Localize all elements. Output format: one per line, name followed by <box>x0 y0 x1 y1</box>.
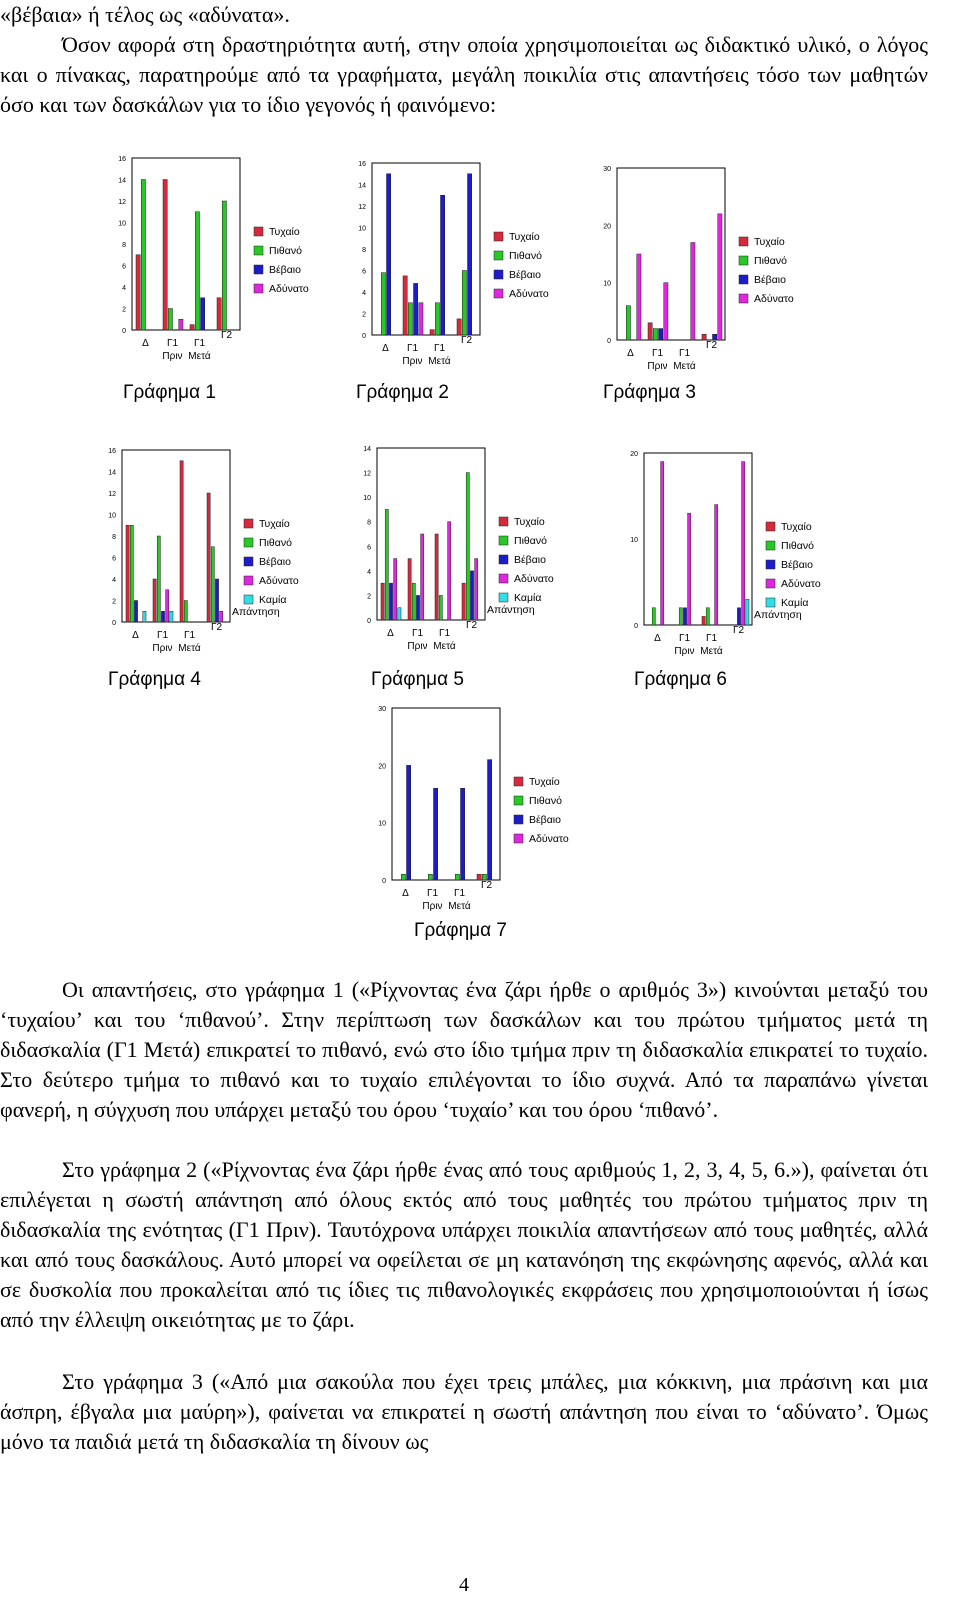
legend-swatch <box>499 517 508 526</box>
bar <box>461 788 465 880</box>
y-tick-label: 14 <box>363 446 371 453</box>
category-label: Δ <box>627 348 634 359</box>
category-label: Γ1 <box>406 343 419 354</box>
bar <box>153 579 156 622</box>
bar <box>161 611 164 622</box>
chart-5-caption: Γράφημα 5 <box>371 669 464 690</box>
bar <box>130 525 133 622</box>
y-tick-label: 2 <box>362 311 366 319</box>
legend-swatch <box>499 555 508 564</box>
category-label: Μετά <box>178 643 201 654</box>
bar <box>455 874 459 880</box>
y-tick-label: 20 <box>378 763 386 771</box>
y-tick-label: 0 <box>112 620 116 627</box>
category-label: Γ1 <box>426 888 439 899</box>
category-label: Δ <box>402 888 409 899</box>
legend-swatch <box>514 815 523 824</box>
chart-6-caption: Γράφημα 6 <box>634 669 727 690</box>
chart-7 <box>350 700 590 922</box>
legend-label: Καμία <box>781 597 809 609</box>
legend-label: Βέβαιο <box>514 554 546 566</box>
legend-label: Τυχαίο <box>509 231 540 243</box>
legend-swatch <box>766 560 775 569</box>
legend-swatch <box>244 595 253 604</box>
legend-swatch <box>494 232 503 241</box>
bar <box>679 608 682 625</box>
legend-label: Τυχαίο <box>259 518 290 530</box>
legend-label: Πιθανό <box>754 255 787 267</box>
legend-swatch <box>499 536 508 545</box>
category-label: Πριν <box>152 643 173 654</box>
bar <box>403 276 407 335</box>
category-label: Μετά <box>433 641 456 652</box>
y-tick-label: 4 <box>122 285 126 292</box>
bar <box>737 608 740 625</box>
y-tick-label: 10 <box>108 512 116 520</box>
bar <box>626 306 630 340</box>
category-label: Γ2 <box>480 880 493 891</box>
y-tick-label: 10 <box>603 280 611 288</box>
category-label: Μετά <box>448 901 471 912</box>
bar <box>439 595 442 620</box>
bar <box>163 180 167 331</box>
y-tick-label: 0 <box>634 623 638 630</box>
legend-label: Πιθανό <box>269 245 302 257</box>
legend-label: Πιθανό <box>781 540 814 552</box>
legend-label: Βέβαιο <box>269 264 301 276</box>
paragraph-graph1: Οι απαντήσεις, στο γράφημα 1 («Ρίχνοντας ένα ζάρι ήρθε ο αριθμός 3») κινούνται μεταξύ του ‘τυχαίου’ και του ‘πιθανού’. Στην περίπτωση των δασκάλων και του πρώτου τμήματος μετά τη διδασκαλία (Γ1 Μετά) επικρατεί το πιθανό, ενώ στο ίδιο τμήμα πριν τη διδασκαλία επικρατεί το τυχαίο. Στο δεύτερο τμήμα το πιθανό και το τυχαίο επιλέγονται το ίδιο συχνά. Από τα παραπάνω γίνεται φανερή, η σύγχυση που υπάρχει μεταξύ του όρου ‘τυχαίο’ και του όρου ‘πιθανό’. <box>0 977 928 1122</box>
bar <box>134 601 137 623</box>
legend-label: Αδύνατο <box>259 575 299 587</box>
bar <box>466 473 469 620</box>
bar <box>414 283 418 335</box>
y-tick-label: 16 <box>358 161 366 168</box>
bar <box>166 590 169 622</box>
bar <box>408 303 412 335</box>
legend-label: Βέβαιο <box>509 269 541 281</box>
y-tick-label: 10 <box>378 820 386 828</box>
legend-label: Καμία <box>259 594 287 606</box>
legend-swatch <box>514 777 523 786</box>
legend-swatch <box>499 574 508 583</box>
category-label: Γ1 <box>705 633 718 644</box>
legend-swatch <box>244 557 253 566</box>
bar <box>475 559 478 620</box>
bar <box>126 525 129 622</box>
bar <box>407 765 411 880</box>
y-tick-label: 0 <box>382 878 386 885</box>
bar <box>664 283 668 340</box>
chart-2 <box>330 155 580 385</box>
bar <box>661 462 664 625</box>
bar <box>381 583 384 620</box>
page-number: 4 <box>459 1574 469 1596</box>
legend-swatch <box>739 256 748 265</box>
bar <box>179 319 183 330</box>
category-label: Πριν <box>647 361 668 372</box>
bar <box>385 509 388 620</box>
category-label: Πριν <box>402 356 423 367</box>
category-label: Γ1 <box>678 633 691 644</box>
y-tick-label: 0 <box>607 338 611 345</box>
bar <box>652 608 655 625</box>
category-label: Γ1 <box>453 888 466 899</box>
chart-2-caption: Γράφημα 2 <box>356 382 449 403</box>
bar <box>435 303 439 335</box>
y-tick-label: 2 <box>367 593 371 601</box>
bar <box>742 462 745 625</box>
legend-swatch <box>739 294 748 303</box>
bar <box>659 329 663 340</box>
chart-1 <box>90 150 340 380</box>
bar <box>222 201 226 330</box>
bar <box>715 505 718 625</box>
legend-label: Τυχαίο <box>781 521 812 533</box>
bar <box>381 273 385 335</box>
category-label: Γ1 <box>651 348 664 359</box>
bar <box>706 608 709 625</box>
y-tick-label: 14 <box>118 177 126 185</box>
bar <box>394 559 397 620</box>
legend-label: Τυχαίο <box>754 236 785 248</box>
bar <box>488 760 492 880</box>
y-tick-label: 16 <box>108 448 116 455</box>
bar <box>180 461 183 622</box>
category-label: Γ1 <box>193 338 206 349</box>
bar <box>683 608 686 625</box>
y-tick-label: 8 <box>112 534 116 541</box>
paragraph-intro: Όσον αφορά στη δραστηριότητα αυτή, στην οποία χρησιμοποιείται ως διδακτικό υλικό, ο λόγος και ο πίνακας, παρατηρούμε από τα γραφήματα, μεγάλη ποικιλία στις απαντήσεις τόσο των μαθητών όσο και των δασκάλων για το ίδιο γεγονός ή φαινόμενο: <box>0 32 928 117</box>
bar <box>408 559 411 620</box>
chart-1-caption: Γράφημα 1 <box>123 382 216 403</box>
legend-swatch <box>739 237 748 246</box>
bar <box>136 255 140 330</box>
y-tick-label: 6 <box>367 544 371 552</box>
legend-label: Τυχαίο <box>529 776 560 788</box>
legend-label: Αδύνατο <box>781 578 821 590</box>
legend-swatch <box>244 576 253 585</box>
y-tick-label: 30 <box>603 166 611 173</box>
bar <box>207 493 210 622</box>
chart-4-caption: Γράφημα 4 <box>108 669 201 690</box>
category-label: Γ2 <box>465 620 478 631</box>
chart-3 <box>575 160 835 385</box>
bar <box>688 513 691 625</box>
y-tick-label: 12 <box>363 470 371 478</box>
legend-label: Απάντηση <box>487 604 535 616</box>
category-label: Πριν <box>674 646 695 657</box>
bar <box>201 298 205 330</box>
y-tick-label: 10 <box>118 220 126 228</box>
category-label: Γ1 <box>433 343 446 354</box>
legend-swatch <box>766 579 775 588</box>
y-tick-label: 8 <box>122 242 126 249</box>
y-tick-label: 14 <box>358 182 366 190</box>
y-tick-label: 4 <box>362 290 366 297</box>
bar <box>389 583 392 620</box>
bar <box>412 583 415 620</box>
bar <box>702 616 705 625</box>
category-label: Γ2 <box>732 625 745 636</box>
legend-label: Τυχαίο <box>269 226 300 238</box>
plot-frame <box>644 453 752 625</box>
legend-swatch <box>494 251 503 260</box>
bar <box>217 298 221 330</box>
legend-label: Βέβαιο <box>754 274 786 286</box>
category-label: Γ1 <box>678 348 691 359</box>
y-tick-label: 30 <box>378 706 386 713</box>
y-tick-label: 14 <box>108 469 116 477</box>
legend-label: Αδύνατο <box>514 573 554 585</box>
category-label: Γ2 <box>210 622 223 633</box>
legend-label: Πιθανό <box>259 537 292 549</box>
legend-swatch <box>739 275 748 284</box>
y-tick-label: 6 <box>122 263 126 271</box>
legend-label: Απάντηση <box>754 609 802 621</box>
legend-label: Πιθανό <box>509 250 542 262</box>
y-tick-label: 0 <box>367 618 371 625</box>
legend-label: Βέβαιο <box>529 814 561 826</box>
category-label: Δ <box>654 633 661 644</box>
legend-swatch <box>766 541 775 550</box>
legend-swatch <box>499 593 508 602</box>
category-label: Γ2 <box>705 340 718 351</box>
legend-swatch <box>254 284 263 293</box>
bar <box>637 254 641 340</box>
paragraph-graph3: Στο γράφημα 3 («Από μια σακούλα που έχει τρεις μπάλες, μια κόκκινη, μια πράσινη και μια άσπρη, έβγαλα μια μαύρη»), φαίνεται να επικρατεί η σωστή απάντηση που είναι το ‘αδύνατο’. Όμως μόνο τα παιδιά μετά τη διδασκαλία τη δίνουν ως <box>0 1369 928 1454</box>
y-tick-label: 20 <box>630 451 638 458</box>
bar <box>157 536 160 622</box>
legend-swatch <box>244 538 253 547</box>
y-tick-label: 20 <box>603 223 611 231</box>
bar <box>190 325 194 330</box>
bar <box>746 599 749 625</box>
chart-6 <box>602 445 852 673</box>
chart-3-caption: Γράφημα 3 <box>603 382 696 403</box>
category-label: Μετά <box>188 351 211 362</box>
bar <box>448 522 451 620</box>
legend-swatch <box>514 796 523 805</box>
legend-swatch <box>766 522 775 531</box>
y-tick-label: 8 <box>362 247 366 254</box>
y-tick-label: 6 <box>362 268 366 276</box>
category-label: Γ1 <box>438 628 451 639</box>
bar <box>211 547 214 622</box>
bar <box>398 608 401 620</box>
bar <box>401 874 405 880</box>
y-tick-label: 0 <box>122 328 126 335</box>
bar <box>387 174 391 335</box>
category-label: Πριν <box>162 351 183 362</box>
chart-5 <box>335 440 580 670</box>
legend-label: Πιθανό <box>514 535 547 547</box>
bar <box>419 303 423 335</box>
legend-swatch <box>494 289 503 298</box>
category-label: Μετά <box>673 361 696 372</box>
y-tick-label: 10 <box>363 495 371 503</box>
bar <box>462 271 466 336</box>
y-tick-label: 0 <box>362 333 366 340</box>
y-tick-label: 12 <box>118 199 126 206</box>
category-label: Γ1 <box>156 630 169 641</box>
legend-swatch <box>254 246 263 255</box>
bar <box>416 595 419 620</box>
y-tick-label: 12 <box>108 491 116 498</box>
bar <box>441 195 445 335</box>
y-tick-label: 6 <box>112 555 116 563</box>
bar <box>718 214 722 340</box>
category-label: Δ <box>382 343 389 354</box>
legend-label: Καμία <box>514 592 542 604</box>
bar <box>215 579 218 622</box>
category-label: Γ1 <box>166 338 179 349</box>
y-tick-label: 12 <box>358 204 366 211</box>
category-label: Μετά <box>428 356 451 367</box>
y-tick-label: 16 <box>118 156 126 163</box>
y-tick-label: 4 <box>367 568 371 576</box>
legend-swatch <box>254 227 263 236</box>
bar <box>141 180 145 331</box>
chart-4 <box>80 442 320 672</box>
legend-label: Βέβαιο <box>259 556 291 568</box>
legend-swatch <box>494 270 503 279</box>
y-tick-label: 10 <box>630 537 638 544</box>
bar <box>195 212 199 330</box>
legend-label: Τυχαίο <box>514 516 545 528</box>
category-label: Δ <box>132 630 139 641</box>
category-label: Δ <box>387 628 394 639</box>
bar <box>648 323 652 340</box>
category-label: Γ2 <box>460 335 473 346</box>
legend-swatch <box>254 265 263 274</box>
category-label: Μετά <box>700 646 723 657</box>
legend-swatch <box>244 519 253 528</box>
bar <box>428 874 432 880</box>
category-label: Γ1 <box>183 630 196 641</box>
bar <box>143 611 146 622</box>
bar <box>220 611 223 622</box>
legend-swatch <box>766 598 775 607</box>
category-label: Γ1 <box>411 628 424 639</box>
bar <box>653 329 657 340</box>
paragraph-continuation: «βέβαια» ή τέλος ως «αδύνατα». <box>0 2 290 27</box>
paragraph-graph2: Στο γράφημα 2 («Ρίχνοντας ένα ζάρι ήρθε ένας από τους αριθμούς 1, 2, 3, 4, 5, 6.»), φαίνεται ότι επιλέγεται η σωστή απάντηση από όλους εκτός από τους μαθητές του πρώτου τμήματος πριν τη διδασκαλία της ενότητας (Γ1 Πριν). Ταυτόχρονα υπάρχει ποικιλία απαντήσεων από τους μαθητές, αλλά και από τους δασκάλους. Αυτό μπορεί να οφείλεται σε μη κατανόηση της εκφώνησης αφενός, αλλά και σε δυσκολία που προκαλείται από τις ίδιες τις πιθανολογικές εκφράσεις που χρησιμοποιούνται ή ίσως από την έλλειψη οικειότητας με το ζάρι. <box>0 1157 928 1332</box>
bar <box>430 330 434 335</box>
category-label: Πριν <box>422 901 443 912</box>
bar <box>468 174 472 335</box>
legend-swatch <box>514 834 523 843</box>
legend-label: Αδύνατο <box>754 293 794 305</box>
bar <box>434 788 438 880</box>
legend-label: Βέβαιο <box>781 559 813 571</box>
bar <box>470 571 473 620</box>
y-tick-label: 2 <box>112 598 116 606</box>
bar <box>170 611 173 622</box>
legend-label: Αδύνατο <box>509 288 549 300</box>
category-label: Πριν <box>407 641 428 652</box>
bar <box>421 534 424 620</box>
y-tick-label: 10 <box>358 225 366 233</box>
legend-label: Αδύνατο <box>269 283 309 295</box>
bar <box>168 309 172 331</box>
category-label: Δ <box>142 338 149 349</box>
chart-7-caption: Γράφημα 7 <box>414 920 507 941</box>
plot-frame <box>617 168 725 340</box>
bar <box>457 319 461 335</box>
y-tick-label: 2 <box>122 306 126 314</box>
legend-label: Απάντηση <box>232 606 280 618</box>
legend-label: Αδύνατο <box>529 833 569 845</box>
legend-label: Πιθανό <box>529 795 562 807</box>
bar <box>691 243 695 340</box>
category-label: Γ2 <box>220 330 233 341</box>
bar <box>462 583 465 620</box>
y-tick-label: 8 <box>367 519 371 527</box>
bar <box>435 534 438 620</box>
y-tick-label: 4 <box>112 577 116 584</box>
bar <box>184 601 187 623</box>
